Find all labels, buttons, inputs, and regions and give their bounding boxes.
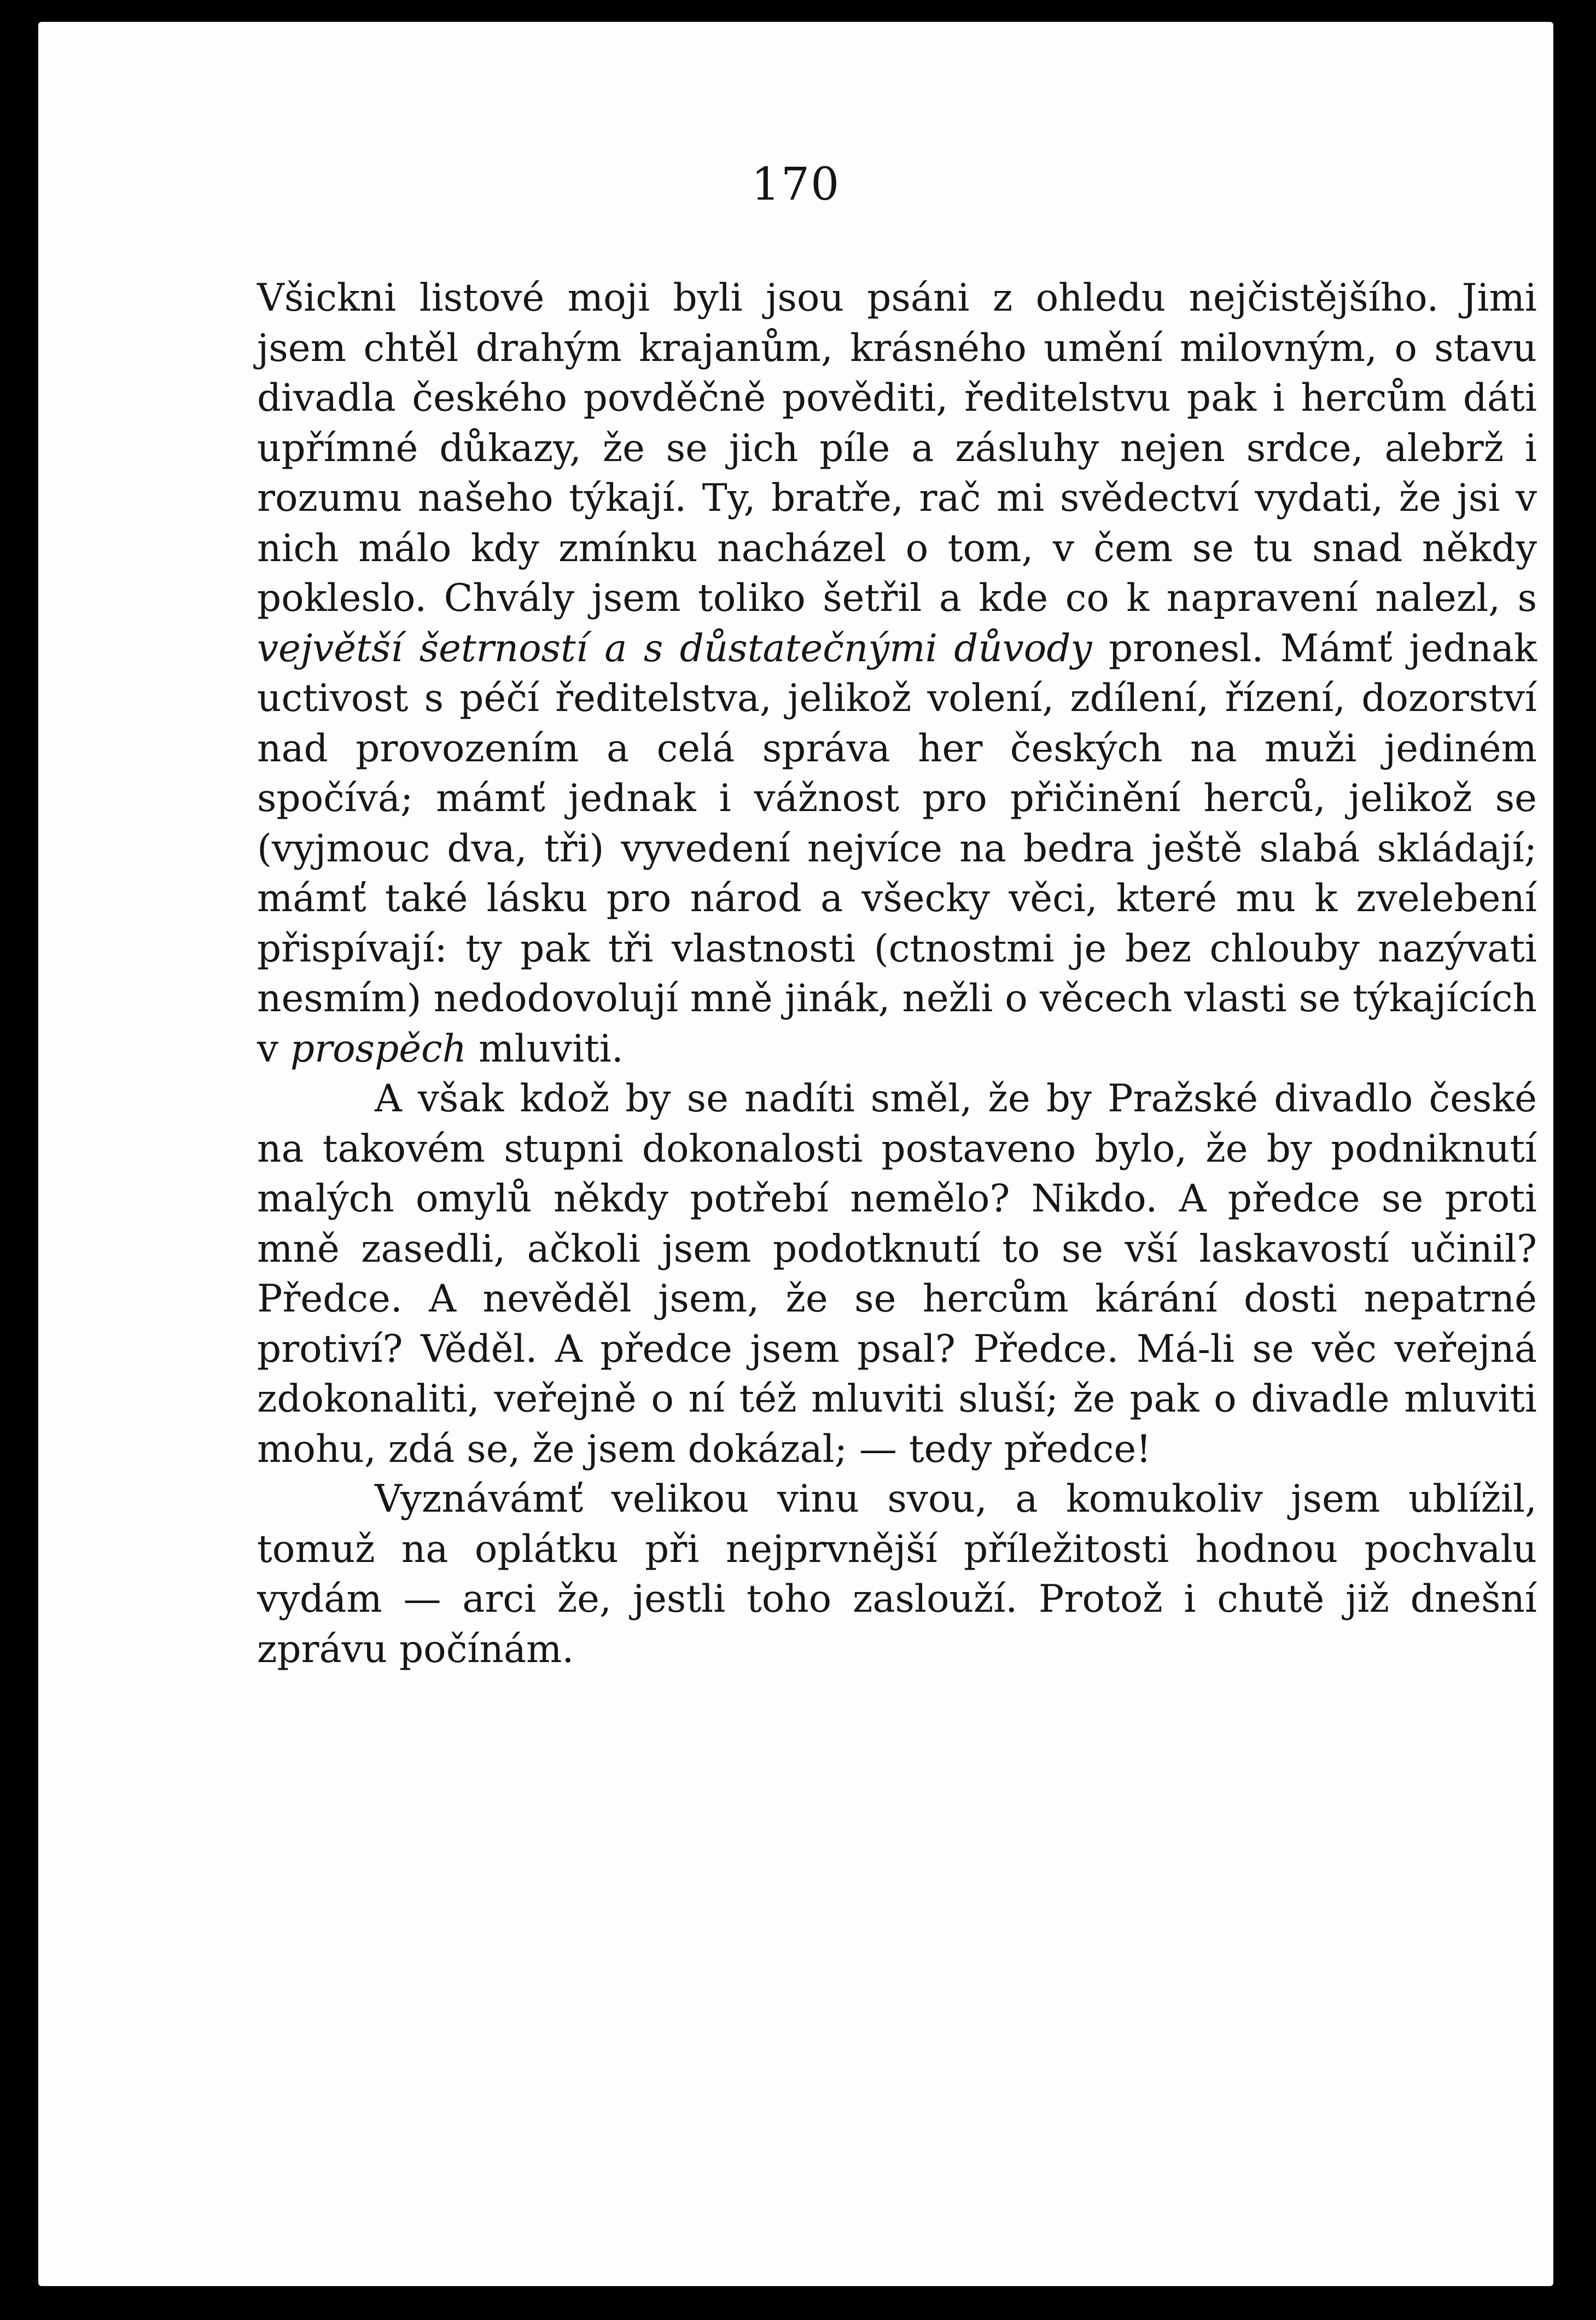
paragraph-3 bbox=[257, 1474, 1537, 1675]
paragraph-2 bbox=[257, 1074, 1537, 1474]
text-segment: mluviti. bbox=[467, 1027, 624, 1071]
text-segment: Všickni listové moji byli jsou psáni z ohledu nejčistějšího. Jimi jsem chtěl drahým krajanům, krásného umění milovným, o stavu divadla českého povděčně pověditi, ředitelstvu pak i hercům dáti upřímné důkazy, že se jich píle a zásluhy nejen srdce, alebrž i rozumu našeho týkají. Ty, bratře, rač mi svědectví vydati, že jsi v nich málo kdy zmínku nacházel o tom, v čem se tu snad někdy pokleslo. Chvály jsem toliko šetřil a kde co k napravení nalezl, s bbox=[257, 276, 1537, 620]
text-segment: Vyznávámť velikou vinu svou, a komukoliv jsem ublížil, tomuž na oplátku při nejprvnější příležitosti hodnou pochvalu vydám — arci že, jestli toho zaslouží. Protož i chutě již dnešní zprávu počínám. bbox=[257, 1477, 1537, 1671]
page-number: 170 bbox=[751, 159, 841, 211]
paragraph-1 bbox=[257, 273, 1537, 1074]
text-segment: A však kdož by se nadíti směl, že by Pražské divadlo české na takovém stupni dokonalosti postaveno bylo, že by podniknutí malých omylů někdy potřebí nemělo? Nikdo. A předce se proti mně zasedli, ačkoli jsem podotknutí to se vší laskavostí učinil? Předce. A nevěděl jsem, že se hercům kárání dosti nepatrné protiví? Věděl. A předce jsem psal? Předce. Má-li se věc veřejná zdokonaliti, veřejně o ní též mluviti sluší; že pak o divadle mluviti mohu, zdá se, že jsem dokázal; — tedy předce! bbox=[257, 1077, 1537, 1471]
italic-phrase: vejvětší šetrností a s důstatečnými důvody bbox=[257, 626, 1092, 671]
body-text bbox=[257, 273, 1537, 1675]
text-segment: pronesl. Mámť jednak uctivost s péčí ředitelstva, jelikož volení, zdílení, řízení, dozorství nad provozením a celá správa her českých na muži jediném spočívá; mámť jednak i vážnost pro přičinění herců, jelikož se (vyjmouc dva, tři) vyvedení nejvíce na bedra ještě slabá skládají; mámť také lásku pro národ a všecky věci, které mu k zvelebení přispívají: ty pak tři vlastnosti (ctnostmi je bez chlouby nazývati nesmím) nedodovolují mně jinák, nežli o věcech vlasti se týkajících v bbox=[257, 626, 1537, 1071]
book-page bbox=[38, 22, 1553, 2286]
italic-word: prospěch bbox=[290, 1027, 467, 1071]
